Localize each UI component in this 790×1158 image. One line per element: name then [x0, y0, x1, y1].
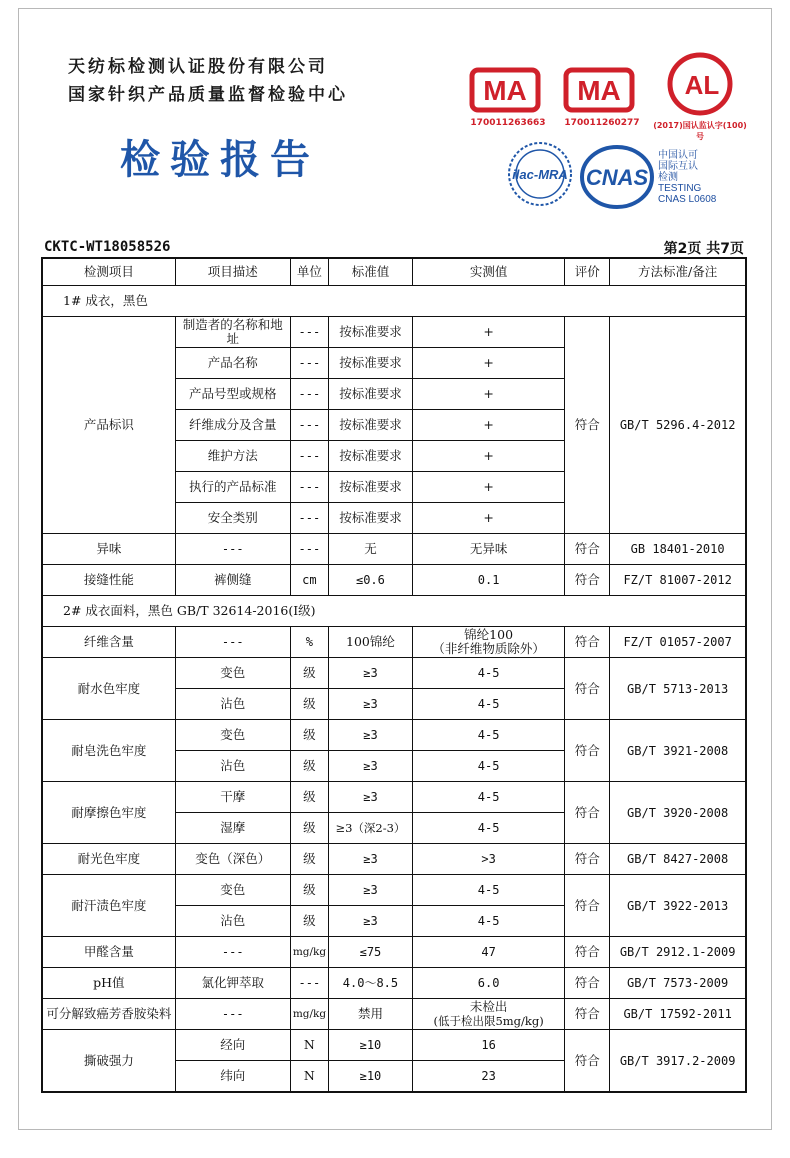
test-item: 耐皂洗色牢度 [42, 720, 175, 782]
item-method: FZ/T 81007-2012 [610, 565, 746, 596]
item-desc: 沾色 [175, 689, 290, 720]
item-evaluation: 符合 [565, 317, 610, 534]
item-standard: 按标准要求 [328, 379, 412, 410]
item-desc: 安全类别 [175, 503, 290, 534]
item-method: GB/T 3921-2008 [610, 720, 746, 782]
report-number: CKTC-WT18058526 [44, 239, 171, 255]
item-method: GB/T 2912.1-2009 [610, 937, 746, 968]
item-desc: 变色（深色） [175, 844, 290, 875]
item-unit: N [290, 1061, 328, 1093]
item-measured: 未检出 (低于检出限5mg/kg) [413, 999, 565, 1030]
item-method: GB 18401-2010 [610, 534, 746, 565]
item-measured: 6.0 [413, 968, 565, 999]
item-measured: + [413, 379, 565, 410]
cma-number-1: 170011263663 [470, 118, 546, 128]
item-standard: ≥3 [328, 782, 412, 813]
column-header: 评价 [565, 258, 610, 286]
item-measured: + [413, 410, 565, 441]
org-name: 天纺标检测认证股份有限公司 [68, 57, 328, 77]
item-measured: 无异味 [413, 534, 565, 565]
table-row [42, 937, 746, 968]
item-unit: --- [290, 410, 328, 441]
item-method: GB/T 3920-2008 [610, 782, 746, 844]
item-desc: 纤维成分及含量 [175, 410, 290, 441]
svg-text:CNAS: CNAS [585, 165, 649, 190]
test-item: 耐光色牢度 [42, 844, 175, 875]
item-desc: 变色 [175, 875, 290, 906]
item-standard: ≥3 [328, 658, 412, 689]
item-standard: 按标准要求 [328, 317, 412, 348]
column-header: 标准值 [328, 258, 412, 286]
item-measured: 锦纶100 （非纤维物质除外） [413, 627, 565, 658]
item-evaluation: 符合 [565, 658, 610, 720]
item-desc: 氯化钾萃取 [175, 968, 290, 999]
test-item: 撕破强力 [42, 1030, 175, 1093]
item-unit: --- [290, 968, 328, 999]
table-row [42, 1030, 746, 1061]
item-unit: --- [290, 534, 328, 565]
column-header: 方法标准/备注 [610, 258, 746, 286]
item-measured: 4-5 [413, 689, 565, 720]
item-standard: ≥3 [328, 720, 412, 751]
item-desc: 产品号型或规格 [175, 379, 290, 410]
item-unit: 级 [290, 720, 328, 751]
ilac-mra-logo [505, 138, 575, 214]
item-unit: 级 [290, 751, 328, 782]
item-measured: + [413, 472, 565, 503]
cnas-icon [580, 145, 654, 209]
item-desc: 维护方法 [175, 441, 290, 472]
test-item: 产品标识 [42, 317, 175, 534]
item-unit: N [290, 1030, 328, 1061]
item-method: GB/T 17592-2011 [610, 999, 746, 1030]
item-evaluation: 符合 [565, 999, 610, 1030]
item-standard: 按标准要求 [328, 441, 412, 472]
item-method: GB/T 5713-2013 [610, 658, 746, 720]
item-standard: ≥3 [328, 689, 412, 720]
test-item: 耐水色牢度 [42, 658, 175, 720]
cma-icon [468, 66, 548, 114]
item-evaluation: 符合 [565, 534, 610, 565]
item-measured: 4-5 [413, 751, 565, 782]
table-row [42, 782, 746, 813]
item-desc: --- [175, 937, 290, 968]
table-row [42, 999, 746, 1030]
item-unit: cm [290, 565, 328, 596]
test-item: 异味 [42, 534, 175, 565]
item-evaluation: 符合 [565, 968, 610, 999]
item-measured: 4-5 [413, 906, 565, 937]
test-item: 可分解致癌芳香胺染料 [42, 999, 175, 1030]
item-method: GB/T 7573-2009 [610, 968, 746, 999]
item-desc: 经向 [175, 1030, 290, 1061]
cnas-logo [580, 145, 654, 213]
item-desc: 沾色 [175, 751, 290, 782]
item-unit: --- [290, 441, 328, 472]
item-evaluation: 符合 [565, 875, 610, 937]
item-measured: 4-5 [413, 720, 565, 751]
item-unit: --- [290, 472, 328, 503]
table-row [42, 317, 746, 348]
item-method: GB/T 8427-2008 [610, 844, 746, 875]
column-header: 实测值 [413, 258, 565, 286]
item-unit: 级 [290, 844, 328, 875]
item-standard: ≥3 [328, 906, 412, 937]
cnas-caption: 中国认可 国际互认 检测 TESTING CNAS L0608 [658, 150, 717, 205]
item-measured: 4-5 [413, 782, 565, 813]
column-header: 检测项目 [42, 258, 175, 286]
column-header: 项目描述 [175, 258, 290, 286]
table-row [42, 534, 746, 565]
item-desc: --- [175, 534, 290, 565]
cma-logo-1 [468, 66, 548, 128]
item-desc: 制造者的名称和地址 [175, 317, 290, 348]
item-standard: 无 [328, 534, 412, 565]
item-measured: + [413, 317, 565, 348]
item-unit: 级 [290, 875, 328, 906]
cal-icon [650, 52, 750, 116]
cma-icon [562, 66, 642, 114]
item-standard: 4.0～8.5 [328, 968, 412, 999]
item-standard: 按标准要求 [328, 348, 412, 379]
item-measured: + [413, 503, 565, 534]
item-standard: 禁用 [328, 999, 412, 1030]
section-label: 2# 成衣面料，黑色 GB/T 32614-2016(Ⅰ级) [42, 596, 746, 627]
item-desc: 湿摩 [175, 813, 290, 844]
item-evaluation: 符合 [565, 844, 610, 875]
item-unit: 级 [290, 813, 328, 844]
item-standard: ≥3 [328, 751, 412, 782]
item-evaluation: 符合 [565, 782, 610, 844]
item-desc: --- [175, 999, 290, 1030]
table-row [42, 565, 746, 596]
item-desc: 沾色 [175, 906, 290, 937]
item-unit: --- [290, 317, 328, 348]
org-center-name: 国家针织产品质量监督检验中心 [68, 85, 348, 105]
item-method: GB/T 3917.2-2009 [610, 1030, 746, 1093]
item-measured: 4-5 [413, 813, 565, 844]
svg-text:AL: AL [684, 70, 720, 100]
cal-logo [650, 52, 750, 142]
test-results-table [41, 257, 747, 1093]
item-desc: 变色 [175, 658, 290, 689]
item-method: FZ/T 01057-2007 [610, 627, 746, 658]
item-standard: ≥3（深2-3） [328, 813, 412, 844]
test-item: pH值 [42, 968, 175, 999]
item-unit: 级 [290, 906, 328, 937]
item-standard: 100锦纶 [328, 627, 412, 658]
section-row [42, 596, 746, 627]
item-standard: ≥10 [328, 1030, 412, 1061]
cma-logo-2 [562, 66, 642, 128]
item-unit: 级 [290, 658, 328, 689]
item-evaluation: 符合 [565, 565, 610, 596]
item-standard: 按标准要求 [328, 503, 412, 534]
item-unit: --- [290, 379, 328, 410]
item-unit: 级 [290, 689, 328, 720]
test-item: 甲醛含量 [42, 937, 175, 968]
item-desc: 干摩 [175, 782, 290, 813]
item-unit: % [290, 627, 328, 658]
item-unit: --- [290, 503, 328, 534]
svg-text:MA: MA [577, 75, 621, 106]
item-desc: 变色 [175, 720, 290, 751]
cal-number: (2017)国认监认字(100)号 [653, 121, 747, 141]
section-row [42, 286, 746, 317]
cma-number-2: 170011260277 [564, 118, 640, 128]
item-method: GB/T 3922-2013 [610, 875, 746, 937]
item-unit: 级 [290, 782, 328, 813]
item-evaluation: 符合 [565, 937, 610, 968]
item-measured: 47 [413, 937, 565, 968]
svg-text:MA: MA [483, 75, 527, 106]
test-item: 接缝性能 [42, 565, 175, 596]
table-row [42, 968, 746, 999]
svg-text:ilac-MRA: ilac-MRA [512, 167, 568, 182]
item-standard: ≥3 [328, 875, 412, 906]
table-row [42, 720, 746, 751]
table-row [42, 627, 746, 658]
item-measured: 4-5 [413, 658, 565, 689]
item-measured: 23 [413, 1061, 565, 1093]
item-measured: 0.1 [413, 565, 565, 596]
item-unit: --- [290, 348, 328, 379]
item-standard: ≥3 [328, 844, 412, 875]
item-standard: ≤0.6 [328, 565, 412, 596]
item-measured: + [413, 441, 565, 472]
item-desc: 执行的产品标准 [175, 472, 290, 503]
report-title: 检验报告 [120, 136, 320, 183]
item-standard: 按标准要求 [328, 410, 412, 441]
item-standard: 按标准要求 [328, 472, 412, 503]
item-standard: ≥10 [328, 1061, 412, 1093]
test-item: 耐摩擦色牢度 [42, 782, 175, 844]
item-desc: 纬向 [175, 1061, 290, 1093]
test-item: 纤维含量 [42, 627, 175, 658]
item-desc: 产品名称 [175, 348, 290, 379]
item-evaluation: 符合 [565, 720, 610, 782]
item-measured: 16 [413, 1030, 565, 1061]
item-unit: mg/kg [290, 937, 328, 968]
table-row [42, 658, 746, 689]
section-label: 1# 成衣，黑色 [42, 286, 746, 317]
table-header-row [42, 258, 746, 286]
item-desc: --- [175, 627, 290, 658]
item-standard: ≤75 [328, 937, 412, 968]
column-header: 单位 [290, 258, 328, 286]
table-row [42, 844, 746, 875]
item-measured: + [413, 348, 565, 379]
item-measured: >3 [413, 844, 565, 875]
item-evaluation: 符合 [565, 627, 610, 658]
item-method: GB/T 5296.4-2012 [610, 317, 746, 534]
item-unit: mg/kg [290, 999, 328, 1030]
ilac-icon [505, 138, 575, 210]
item-desc: 裤侧缝 [175, 565, 290, 596]
item-measured: 4-5 [413, 875, 565, 906]
item-evaluation: 符合 [565, 1030, 610, 1093]
table-row [42, 875, 746, 906]
test-item: 耐汗渍色牢度 [42, 875, 175, 937]
page-indicator: 第2页 共7页 [663, 241, 744, 257]
